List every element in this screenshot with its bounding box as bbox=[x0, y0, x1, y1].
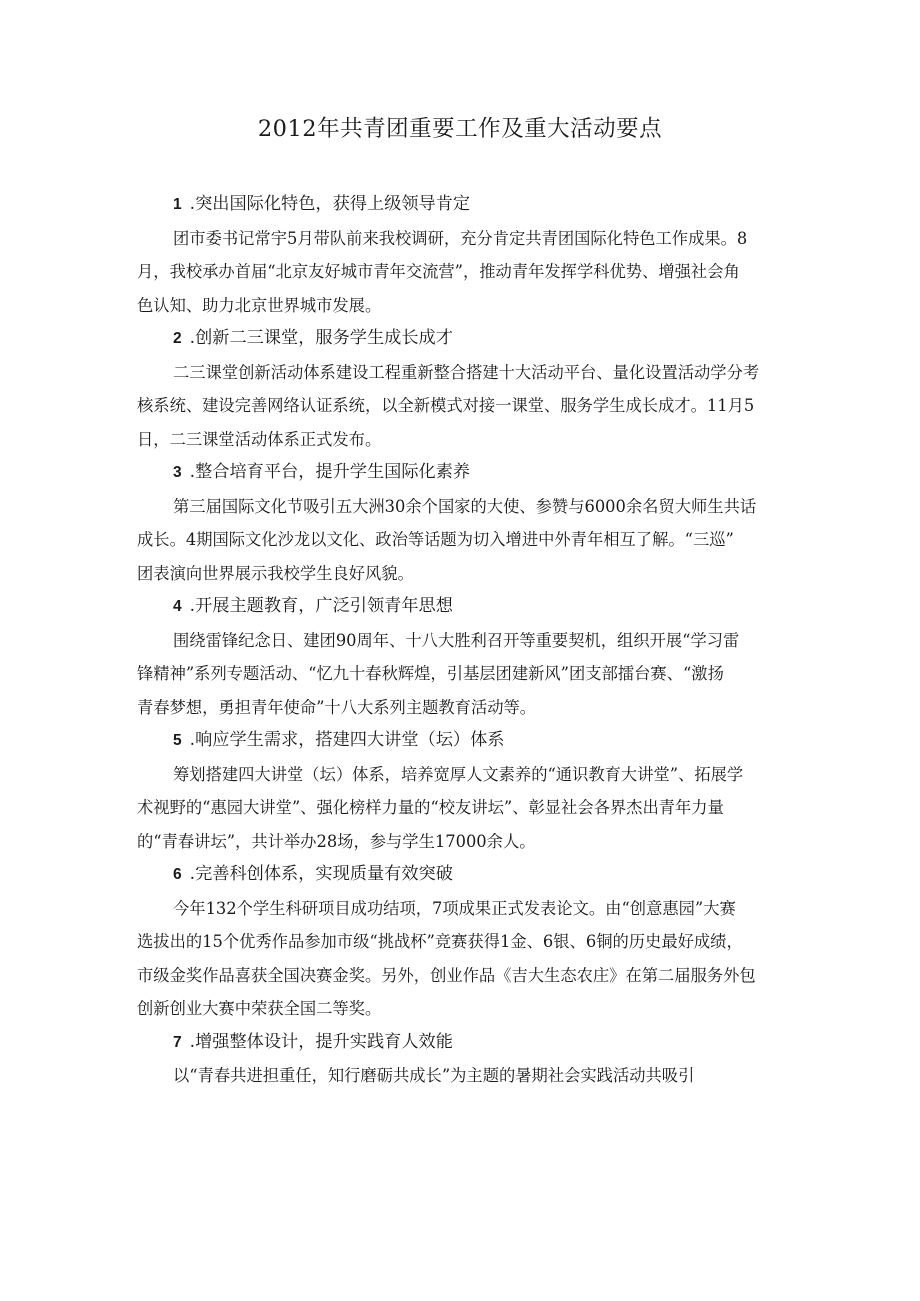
section-heading bbox=[137, 456, 791, 490]
paragraph-line: 围绕雷锋纪念日、建团90周年、十八大胜利召开等重要契机，组织开展“学习雷 bbox=[173, 630, 740, 650]
section-heading bbox=[137, 590, 791, 624]
section-paragraph bbox=[137, 892, 791, 1026]
section-number: 7 bbox=[173, 1033, 182, 1051]
document-title: 2012年共青团重要工作及重大活动要点 bbox=[257, 116, 663, 142]
section-heading-text: .增强整体设计，提升实践育人效能 bbox=[189, 1031, 453, 1052]
paragraph-line: 月，我校承办首届“北京友好城市青年交流营”，推动青年发挥学科优势、增强社会角 bbox=[137, 262, 740, 281]
paragraph-line: 团表演向世界展示我校学生良好风貌。 bbox=[137, 563, 414, 583]
paragraph-line: 二三课堂创新活动体系建设工程重新整合搭建十大活动平台、量化设置活动学分考 bbox=[173, 362, 760, 382]
section-heading bbox=[137, 1026, 791, 1060]
section-paragraph bbox=[137, 1059, 791, 1093]
section-paragraph bbox=[137, 490, 791, 591]
paragraph-line: 青春梦想，勇担青年使命”十八大系列主题教育活动等。 bbox=[137, 697, 537, 717]
document-body bbox=[137, 188, 791, 1093]
section-heading bbox=[137, 858, 791, 892]
paragraph-line: 今年132个学生科研项目成功结项，7项成果正式发表论文。由“创意惠园”大赛 bbox=[173, 898, 736, 918]
section-paragraph bbox=[137, 758, 791, 859]
paragraph-line: 日，二三课堂活动体系正式发布。 bbox=[137, 429, 382, 449]
section-number: 2 bbox=[173, 330, 182, 347]
section-heading-text: .创新二三课堂，服务学生成长成才 bbox=[189, 328, 453, 348]
paragraph-line: 核系统、建设完善网络认证系统，以全新模式对接一课堂、服务学生成长成才。11月5 bbox=[137, 396, 755, 415]
paragraph-line: 的“青春讲坛”，共计举办28场，参与学生17000余人。 bbox=[137, 831, 536, 851]
section-heading-text: .整合培育平台，提升学生国际化素养 bbox=[189, 462, 471, 482]
section-heading bbox=[137, 188, 791, 222]
section-heading-text: .响应学生需求，搭建四大讲堂（坛）体系 bbox=[189, 730, 505, 750]
section-heading bbox=[137, 322, 791, 356]
section-heading bbox=[137, 724, 791, 758]
section-heading-text: .开展主题教育，广泛引领青年思想 bbox=[189, 596, 453, 616]
paragraph-line: 以“青春共进担重任，知行磨砺共成长”为主题的暑期社会实践活动共吸引 bbox=[173, 1066, 695, 1085]
paragraph-line: 锋精神”系列专题活动、“忆九十春秋辉煌，引基层团建新风”团支部擂台赛、“激扬 bbox=[137, 664, 724, 683]
paragraph-line: 市级金奖作品喜获全国决赛金奖。另外，创业作品《吉大生态农庄》在第二届服务外包 bbox=[137, 965, 756, 985]
paragraph-line: 成长。4期国际文化沙龙以文化、政治等话题为切入增进中外青年相互了解。“三巡” bbox=[137, 530, 734, 549]
paragraph-line: 第三届国际文化节吸引五大洲30余个国家的大使、参赞与6000余名贸大师生共话 bbox=[173, 496, 757, 516]
section-number: 1 bbox=[173, 196, 182, 213]
paragraph-line: 色认知、助力北京世界城市发展。 bbox=[137, 295, 382, 315]
section-number: 6 bbox=[173, 866, 182, 883]
paragraph-line: 团市委书记常宇5月带队前来我校调研，充分肯定共青团国际化特色工作成果。8 bbox=[173, 228, 748, 248]
section-paragraph bbox=[137, 356, 791, 457]
section-paragraph bbox=[137, 222, 791, 323]
paragraph-line: 术视野的“惠园大讲堂”、强化榜样力量的“校友讲坛”、彰显社会各界杰出青年力量 bbox=[137, 798, 724, 817]
paragraph-line: 选拔出的15个优秀作品参加市级“挑战杯”竞赛获得1金、6银、6铜的历史最好成绩， bbox=[137, 932, 743, 951]
paragraph-line: 创新创业大赛中荣获全国二等奖。 bbox=[137, 999, 382, 1018]
paragraph-line: 筹划搭建四大讲堂（坛）体系，培养宽厚人文素养的“通识教育大讲堂”、拓展学 bbox=[173, 764, 744, 784]
section-heading-text: .完善科创体系，实现质量有效突破 bbox=[189, 864, 453, 884]
section-paragraph bbox=[137, 624, 791, 725]
section-number: 3 bbox=[173, 464, 182, 481]
section-heading-text: .突出国际化特色，获得上级领导肯定 bbox=[189, 194, 471, 214]
section-number: 5 bbox=[173, 732, 182, 749]
section-number: 4 bbox=[173, 598, 182, 615]
